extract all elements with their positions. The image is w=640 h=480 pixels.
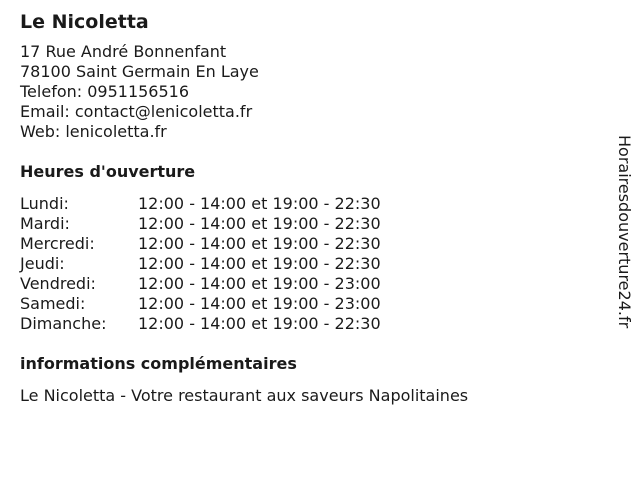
hours-day: Jeudi: [20, 254, 65, 273]
hours-row-dimanche [20, 314, 590, 334]
brand-watermark: Horairesdouverture24.fr [615, 135, 634, 329]
hours-title: Heures d'ouverture [20, 162, 196, 181]
hours-time: 12:00 - 14:00 et 19:00 - 22:30 [138, 254, 381, 273]
hours-time: 12:00 - 14:00 et 19:00 - 22:30 [138, 314, 381, 333]
hours-day: Mercredi: [20, 234, 95, 253]
email-line: Email: contact@lenicoletta.fr [20, 102, 253, 121]
hours-day: Mardi: [20, 214, 70, 233]
phone-line: Telefon: 0951156516 [20, 82, 190, 101]
city-address: 78100 Saint Germain En Laye [20, 62, 259, 81]
hours-table [20, 194, 590, 334]
hours-time: 12:00 - 14:00 et 19:00 - 23:00 [138, 274, 381, 293]
hours-row-samedi [20, 294, 590, 314]
street-address: 17 Rue André Bonnenfant [20, 42, 227, 61]
hours-row-jeudi [20, 254, 590, 274]
hours-row-lundi [20, 194, 590, 214]
hours-day: Vendredi: [20, 274, 96, 293]
hours-day: Dimanche: [20, 314, 107, 333]
hours-row-vendredi [20, 274, 590, 294]
hours-time: 12:00 - 14:00 et 19:00 - 22:30 [138, 234, 381, 253]
hours-row-mercredi [20, 234, 590, 254]
hours-row-mardi [20, 214, 590, 234]
info-title: informations complémentaires [20, 354, 297, 373]
web-line: Web: lenicoletta.fr [20, 122, 167, 141]
hours-day: Lundi: [20, 194, 69, 213]
hours-time: 12:00 - 14:00 et 19:00 - 22:30 [138, 214, 381, 233]
hours-day: Samedi: [20, 294, 86, 313]
restaurant-name: Le Nicoletta [20, 11, 149, 33]
content [20, 10, 590, 406]
hours-time: 12:00 - 14:00 et 19:00 - 23:00 [138, 294, 381, 313]
hours-time: 12:00 - 14:00 et 19:00 - 22:30 [138, 194, 381, 213]
info-text: Le Nicoletta - Votre restaurant aux saveurs Napolitaines [20, 386, 469, 405]
